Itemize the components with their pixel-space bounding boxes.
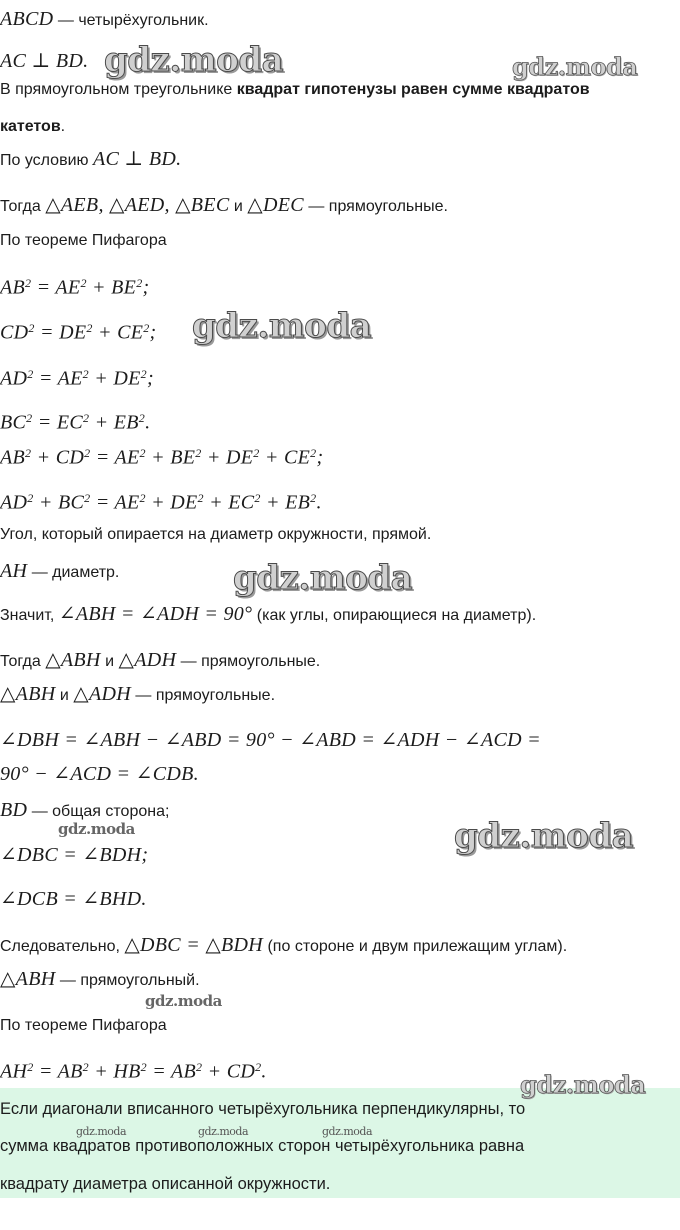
solution-line-19 <box>0 729 541 753</box>
text: Тогда <box>0 653 46 670</box>
solution-line-6 <box>0 194 448 218</box>
math-expression: △ADH <box>118 649 177 671</box>
solution-line-27 <box>0 1056 267 1084</box>
superscript: 2 <box>26 411 33 425</box>
watermark-logo: gdz.moda <box>192 306 372 346</box>
superscript: 2 <box>27 491 34 505</box>
math-expression: ; <box>149 321 157 344</box>
superscript: 2 <box>143 321 150 335</box>
math-expression: = AE <box>31 276 81 299</box>
math-expression: AC ⊥ BD. <box>0 50 89 72</box>
superscript: 2 <box>82 367 89 381</box>
bold-text: катетов <box>0 118 61 135</box>
watermark-logo: gdz.moda <box>145 992 222 1010</box>
math-expression: = AE <box>90 491 140 514</box>
conclusion-line-1: Если диагонали вписанного четырёхугольника перпендикулярны, то <box>0 1100 526 1118</box>
solution-line-7 <box>0 230 167 252</box>
superscript: 2 <box>80 276 87 290</box>
text: В прямоугольном треугольнике <box>0 81 237 98</box>
text: — общая сторона; <box>27 803 170 820</box>
superscript: 2 <box>195 446 202 460</box>
solution-line-16 <box>0 603 536 627</box>
superscript: 2 <box>138 411 146 425</box>
math-expression: ∠DBC = ∠BDH; <box>0 844 149 866</box>
solution-line-11 <box>0 407 150 435</box>
math-expression: + EC <box>203 491 255 514</box>
superscript: 2 <box>139 446 146 460</box>
superscript: 2 <box>197 491 204 505</box>
math-expression: + BC <box>33 491 85 514</box>
text: Тогда <box>0 198 46 215</box>
math-expression: + EB <box>89 411 139 434</box>
math-expression: = DE <box>34 321 87 344</box>
math-expression: AD <box>0 491 28 514</box>
watermark-logo: gdz.moda <box>454 816 634 856</box>
watermark-logo: gdz.moda <box>512 52 638 81</box>
math-expression: + HB <box>88 1060 141 1083</box>
solution-line-9 <box>0 317 157 345</box>
text: . <box>60 118 66 135</box>
math-expression: ; <box>142 276 150 299</box>
math-expression: 90° − ∠ACD = ∠CDB. <box>0 763 199 785</box>
watermark-logo: gdz.moda <box>322 1125 373 1138</box>
math-expression: AC ⊥ BD. <box>92 148 182 170</box>
superscript: 2 <box>310 491 317 505</box>
solution-line-26 <box>0 1015 167 1037</box>
superscript: 2 <box>82 1060 89 1074</box>
solution-line-15 <box>0 560 119 584</box>
solution-line-17 <box>0 649 320 673</box>
math-expression: + EB <box>260 491 311 514</box>
math-expression: AB <box>0 446 26 469</box>
math-expression: + BE <box>145 446 196 469</box>
text: По теореме Пифагора <box>0 232 167 249</box>
superscript: 2 <box>139 491 146 505</box>
superscript: 2 <box>254 491 261 505</box>
math-expression: + CE <box>92 321 144 344</box>
math-expression: + DE <box>201 446 254 469</box>
superscript: 2 <box>310 446 317 460</box>
solution-line-8 <box>0 272 149 300</box>
solution-line-14 <box>0 524 431 546</box>
solution-line-12 <box>0 442 323 470</box>
superscript: 2 <box>255 1060 262 1074</box>
math-expression: ∠ABH = ∠ADH = 90° <box>58 603 253 625</box>
solution-line-25 <box>0 968 200 992</box>
math-expression: AH <box>0 560 28 582</box>
math-expression: △ABH <box>0 968 56 990</box>
solution-line-10 <box>0 363 154 391</box>
watermark-logo: gdz.moda <box>520 1070 646 1099</box>
math-expression: ; <box>316 446 324 469</box>
solution-line-1 <box>0 8 209 32</box>
solution-line-24 <box>0 934 567 958</box>
text: По условию <box>0 152 93 169</box>
math-expression: + DE <box>145 491 198 514</box>
bold-text: квадрат гипотенузы равен сумме квадратов <box>236 81 590 98</box>
math-expression: △ADH <box>73 683 131 705</box>
math-expression: = AB <box>33 1060 83 1083</box>
math-expression: + BE <box>86 276 137 299</box>
text: и <box>55 687 74 704</box>
superscript: 2 <box>140 367 147 381</box>
math-expression: ∠DBH = ∠ABH − ∠ABD = 90° − ∠ABD = ∠ADH − ∠ACD = <box>0 729 541 751</box>
text: По теореме Пифагора <box>0 1017 167 1034</box>
solution-line-23 <box>0 888 147 912</box>
math-expression: AB <box>0 276 26 299</box>
math-expression: . <box>145 411 151 434</box>
superscript: 2 <box>25 276 32 290</box>
text: — прямоугольные. <box>130 687 276 704</box>
solution-line-22 <box>0 844 148 868</box>
superscript: 2 <box>196 1060 203 1074</box>
math-expression: ; <box>146 367 154 390</box>
text: Следовательно, <box>0 938 125 955</box>
superscript: 2 <box>140 1060 147 1074</box>
math-expression: △DBC = △BDH <box>124 934 264 956</box>
math-expression: = AE <box>90 446 140 469</box>
conclusion-line-2: сумма квадратов противоположных сторон четырёхугольника равна <box>0 1137 525 1155</box>
solution-line-18 <box>0 683 275 707</box>
superscript: 2 <box>28 321 35 335</box>
math-expression: △AEB, △AED, △BEC <box>45 194 230 216</box>
math-expression: △DEC <box>247 194 304 216</box>
math-expression: ABCD <box>0 8 54 30</box>
superscript: 2 <box>253 446 260 460</box>
watermark-logo: gdz.moda <box>198 1125 249 1138</box>
text: — четырёхугольник. <box>53 12 209 29</box>
math-expression: AH <box>0 1060 28 1083</box>
text: Угол, который опирается на диаметр окружности, прямой. <box>0 526 432 543</box>
solution-line-13 <box>0 487 322 515</box>
superscript: 2 <box>84 491 91 505</box>
text: — прямоугольный. <box>55 972 200 989</box>
text: — прямоугольные. <box>303 198 448 215</box>
text: (по стороне и двум прилежащим углам). <box>263 938 568 955</box>
math-expression: . <box>316 491 322 514</box>
solution-line-20 <box>0 763 199 787</box>
math-expression: + CD <box>202 1060 256 1083</box>
superscript: 2 <box>84 446 91 460</box>
superscript: 2 <box>25 446 32 460</box>
superscript: 2 <box>83 411 90 425</box>
solution-line-5 <box>0 148 181 172</box>
solution-line-21 <box>0 799 169 823</box>
math-expression: △ABH <box>0 683 56 705</box>
superscript: 2 <box>27 367 34 381</box>
text: — диаметр. <box>27 564 120 581</box>
math-expression: + CE <box>259 446 311 469</box>
watermark-logo: gdz.moda <box>233 558 413 598</box>
text: — прямоугольные. <box>176 653 321 670</box>
superscript: 2 <box>27 1060 34 1074</box>
text: Значит, <box>0 607 59 624</box>
math-expression: AD <box>0 367 28 390</box>
text: (как углы, опирающиеся на диаметр). <box>252 607 537 624</box>
solution-line-3 <box>0 79 590 101</box>
math-expression: = AE <box>33 367 83 390</box>
solution-line-4 <box>0 116 65 138</box>
math-expression: BD <box>0 799 28 821</box>
text: и <box>100 653 119 670</box>
watermark-logo: gdz.moda <box>104 40 284 80</box>
math-expression: ∠DCB = ∠BHD. <box>0 888 147 910</box>
math-expression: = AB <box>146 1060 197 1083</box>
conclusion-line-3: квадрату диаметра описанной окружности. <box>0 1175 331 1193</box>
solution-line-2 <box>0 50 88 74</box>
math-expression: + DE <box>88 367 141 390</box>
watermark-logo: gdz.moda <box>76 1125 127 1138</box>
math-expression: . <box>261 1060 267 1083</box>
math-expression: + CD <box>31 446 85 469</box>
math-expression: CD <box>0 321 29 344</box>
text: и <box>229 198 248 215</box>
watermark-logo: gdz.moda <box>58 820 135 838</box>
conclusion-box <box>0 1088 680 1198</box>
math-expression: BC <box>0 411 27 434</box>
superscript: 2 <box>136 276 143 290</box>
math-expression: = EC <box>32 411 84 434</box>
superscript: 2 <box>86 321 93 335</box>
math-expression: △ABH <box>45 649 101 671</box>
